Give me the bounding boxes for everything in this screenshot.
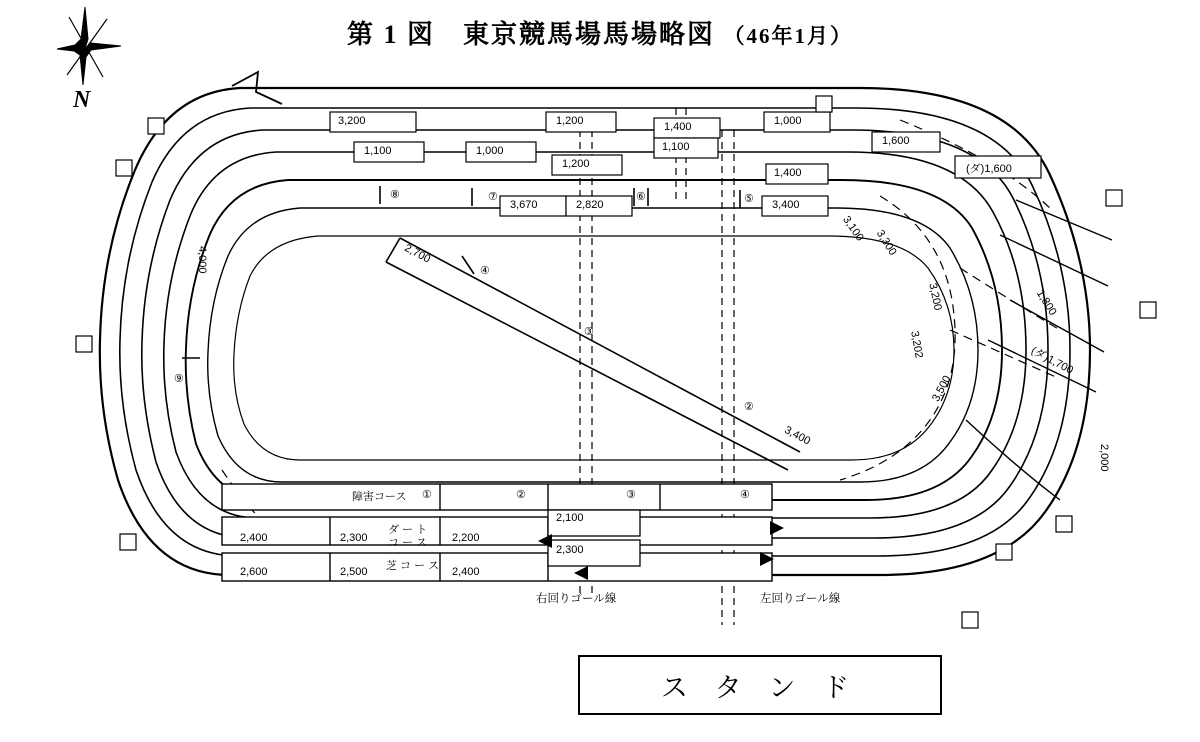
circled-3: ③ — [584, 326, 594, 338]
jump-course-label: 障害コース — [352, 491, 407, 503]
diagonal-chute-cap — [386, 238, 400, 262]
distance-label-2000-r: 2,000 — [1098, 444, 1110, 472]
turf-value-2500: 2,500 — [340, 566, 368, 578]
stand-label: ス タ ン ド — [660, 672, 860, 703]
track-ring-6 — [208, 208, 978, 482]
circled-7: ⑦ — [488, 191, 498, 203]
diagonal-chute-upper — [400, 238, 800, 452]
turf-value-2400: 2,400 — [452, 566, 480, 578]
dirt-value-2400: 2,400 — [240, 532, 268, 544]
distance-label-1000-a: 1,000 — [476, 145, 504, 157]
distance-label-1400-top: 1,400 — [664, 121, 692, 133]
distance-label-2300-mid: 2,300 — [556, 544, 584, 556]
distance-label-3200: 3,200 — [338, 115, 366, 127]
turf-course-label: 芝 コ ー ス — [386, 560, 440, 572]
gate-ticks — [182, 186, 740, 358]
dirt-course-label-1: ダ ー ト — [388, 524, 428, 536]
distance-label-2820: 2,820 — [576, 199, 604, 211]
distance-label-1100-b: 1,100 — [662, 141, 690, 153]
circled-9: ⑨ — [174, 373, 184, 385]
distance-label-3300: 3,300 — [873, 228, 899, 258]
circled-4: ④ — [480, 265, 490, 277]
stand-block — [578, 655, 942, 715]
jump-circled-1: ① — [422, 489, 432, 501]
distance-label-3500: 3,500 — [930, 373, 954, 404]
circled-8: ⑧ — [390, 189, 400, 201]
dirt-value-2200: 2,200 — [452, 532, 480, 544]
circled-6: ⑥ — [636, 191, 646, 203]
distance-label-da1600: (ダ)1,600 — [966, 163, 1012, 175]
dirt-value-2300: 2,300 — [340, 532, 368, 544]
jump-circled-3: ③ — [626, 489, 636, 501]
turf-value-2600: 2,600 — [240, 566, 268, 578]
page-title-sub: （46年1月） — [723, 24, 853, 48]
distance-label-1600-top: 1,600 — [882, 135, 910, 147]
page-title-main: 第 1 図 東京競馬場馬場略図 — [346, 20, 715, 49]
distance-label-1100-a: 1,100 — [364, 145, 392, 157]
distance-label-da1700: (ダ)1,700 — [1028, 344, 1076, 377]
distance-label-1800: 1,800 — [1033, 288, 1059, 318]
jump-circled-4: ④ — [740, 489, 750, 501]
right-goal-line-label: 右回りゴール線 — [536, 593, 617, 605]
distance-label-4000: 4,000 — [196, 246, 208, 274]
distance-label-2100: 2,100 — [556, 512, 584, 524]
circled-2: ② — [744, 401, 754, 413]
distance-label-3200-r: 3,200 — [926, 282, 944, 312]
bottom-course-rows — [222, 484, 772, 581]
left-goal-line-label: 左回りゴール線 — [760, 593, 841, 605]
distance-label-3100: 3,100 — [840, 214, 866, 244]
compass-north-label: N — [73, 87, 91, 113]
distance-label-1000-top: 1,000 — [774, 115, 802, 127]
distance-label-3400: 3,400 — [772, 199, 800, 211]
distance-label-1200-top: 1,200 — [556, 115, 584, 127]
distance-label-3400-inner: 3,400 — [782, 424, 813, 448]
distance-label-3202: 3,202 — [908, 330, 925, 360]
jump-circled-2: ② — [516, 489, 526, 501]
distance-label-1400-b: 1,400 — [774, 167, 802, 179]
track-ring-5 — [186, 180, 1002, 500]
inner-field-boundary — [234, 236, 954, 460]
circled-5: ⑤ — [744, 193, 754, 205]
distance-label-1200-b: 1,200 — [562, 158, 590, 170]
distance-label-3670: 3,670 — [510, 199, 538, 211]
diagonal-chute-lower — [386, 262, 788, 470]
dirt-course-label-2: コ ー ス — [388, 537, 428, 549]
distance-label-2700: 2,700 — [402, 242, 433, 266]
